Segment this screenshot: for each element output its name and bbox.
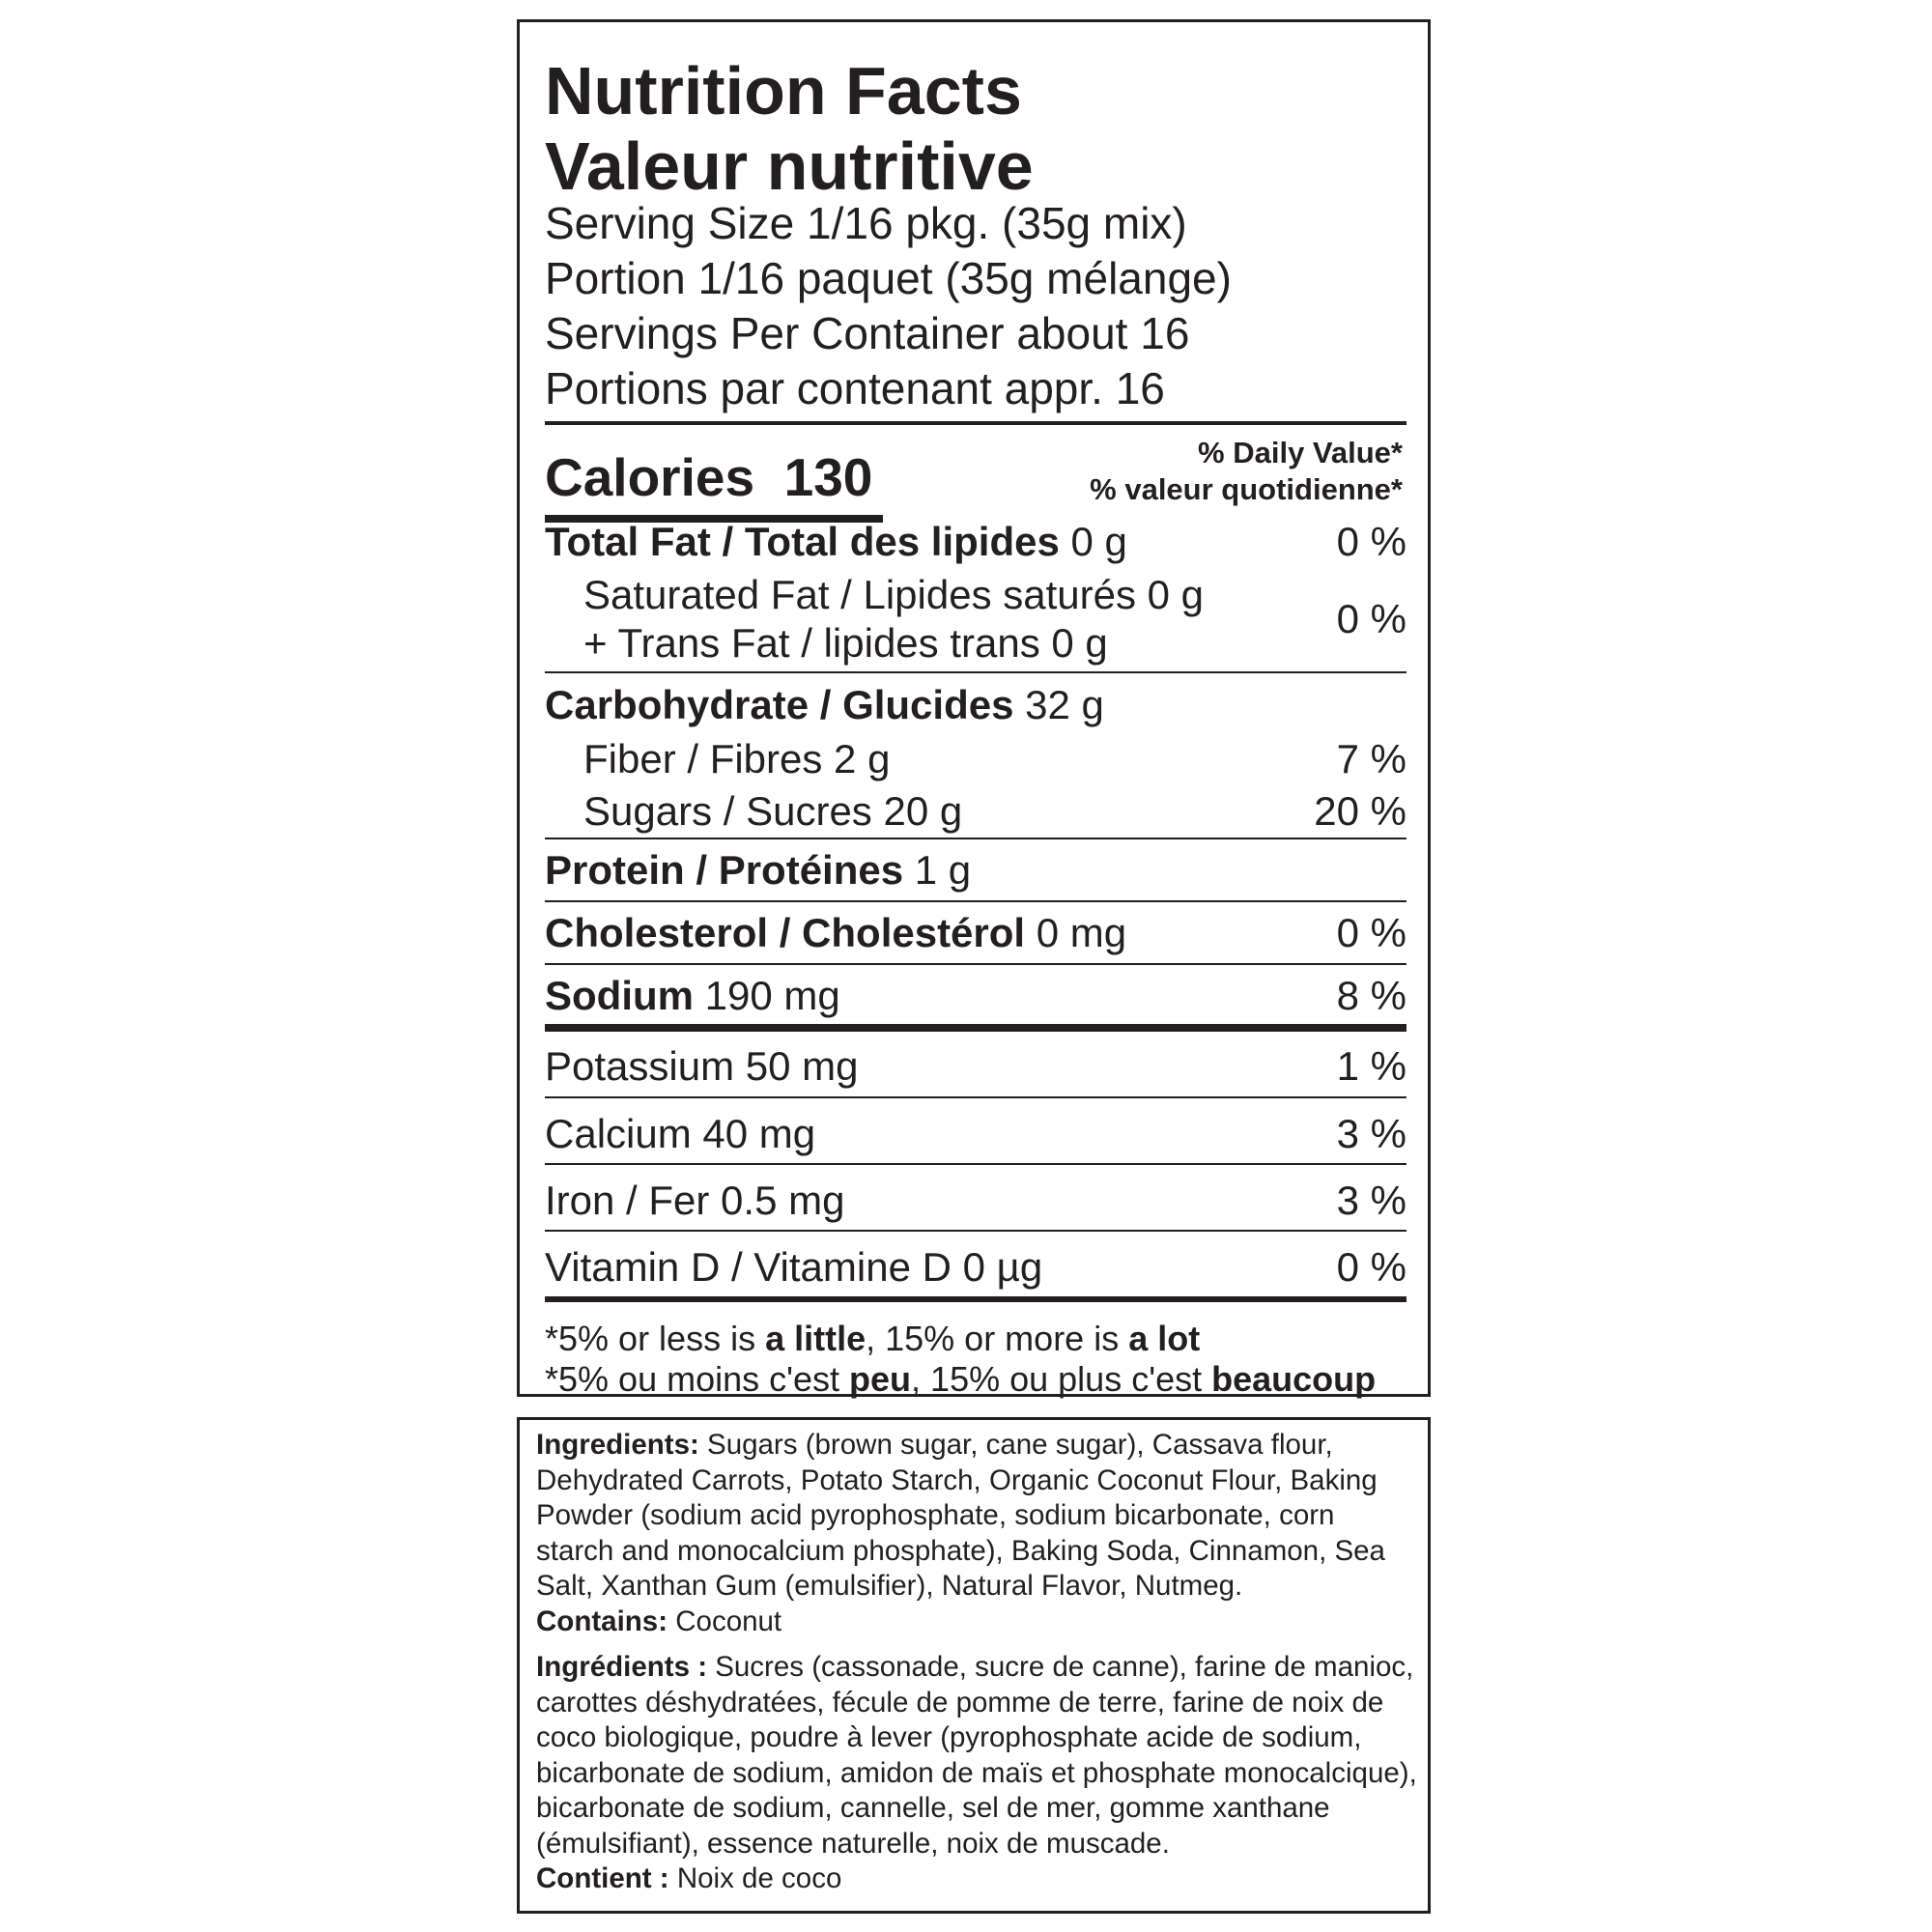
iron-label: Iron / Fer 0.5 mg: [545, 1178, 845, 1223]
potassium-pct: 1 %: [1336, 1043, 1406, 1089]
serving-size-fr: Portion 1/16 paquet (35g mélange): [545, 253, 1232, 303]
divider: [545, 900, 1406, 902]
ingredients-en-list: [536, 1428, 1418, 1605]
calories-label: Calories: [545, 447, 755, 507]
contains-en-text: Coconut: [668, 1605, 782, 1637]
cholesterol-label: Cholesterol / Cholestérol: [545, 910, 1026, 955]
footnote-en: *5% or less is a little, 15% or more is a lot: [545, 1319, 1201, 1358]
daily-value-en: % Daily Value*: [1198, 436, 1403, 469]
divider: [545, 838, 1406, 839]
nutrition-facts-panel: [517, 19, 1431, 1397]
ingredients-fr-text: Sucres (cassonade, sucre de canne), farine de manioc, carottes déshydratées, fécule de pomme de terre, farine de noix de coco biologique, poudre à lever (pyrophosphate acide de sodium, bicarbonate de sodium, amidon de maïs et phosphate monocalcique), bicarbonate de sodium, cannelle, sel de mer, gomme xanthane (émulsifiant), essence naturelle, noix de muscade.: [536, 1651, 1417, 1860]
daily-value-fr: % valeur quotidienne*: [1090, 472, 1403, 506]
ingredients-en-text: Sugars (brown sugar, cane sugar), Cassava flour, Dehydrated Carrots, Potato Starch, Organic Coconut Flour, Baking Powder (sodium acid pyrophosphate, sodium bicarbonate, corn starch and monocalcium phosphate), Baking Soda, Cinnamon, Sea Salt, Xanthan Gum (emulsifier), Natural Flavor, Nutmeg.: [536, 1429, 1385, 1602]
calories: [545, 447, 873, 507]
saturated-fat-label: Saturated Fat / Lipides saturés 0 g: [583, 572, 1205, 617]
iron-pct: 3 %: [1336, 1178, 1406, 1223]
divider: [545, 671, 1406, 673]
potassium-label: Potassium 50 mg: [545, 1043, 859, 1089]
sugars-pct: 20 %: [1314, 788, 1406, 834]
contains-fr-label: Contient :: [536, 1862, 669, 1894]
fiber-label: Fiber / Fibres 2 g: [583, 736, 891, 781]
divider: [545, 1096, 1406, 1098]
contains-fr-text: Noix de coco: [668, 1862, 842, 1894]
sugars-label: Sugars / Sucres 20 g: [583, 788, 963, 834]
ingredients-fr-label: Ingrédients :: [536, 1651, 708, 1683]
footnote-fr: *5% ou moins c'est peu, 15% ou plus c'est beaucoup: [545, 1359, 1377, 1399]
thick-divider: [545, 1296, 1406, 1302]
sodium-label: Sodium: [545, 973, 694, 1018]
title-en: Nutrition Facts: [545, 53, 1022, 128]
sodium-pct: 8 %: [1336, 973, 1406, 1018]
calories-value: 130: [783, 447, 873, 507]
ingredients-panel: [517, 1417, 1431, 1914]
total-fat-label: Total Fat / Total des lipides: [545, 519, 1060, 564]
protein-label: Protein / Protéines: [545, 847, 904, 893]
servings-per-container-fr: Portions par contenant appr. 16: [545, 363, 1165, 413]
calcium-label: Calcium 40 mg: [545, 1111, 816, 1156]
divider: [545, 1230, 1406, 1232]
divider: [545, 1163, 1406, 1165]
contains-fr: [536, 1861, 1418, 1897]
trans-fat-label: + Trans Fat / lipides trans 0 g: [583, 620, 1108, 666]
ingredients-fr-list: [536, 1650, 1418, 1861]
vitamin-d-pct: 0 %: [1336, 1244, 1406, 1290]
servings-per-container-en: Servings Per Container about 16: [545, 308, 1190, 358]
divider: [545, 963, 1406, 965]
fiber-pct: 7 %: [1336, 736, 1406, 781]
title-fr: Valeur nutritive: [545, 128, 1034, 204]
ingredients-en: [536, 1428, 1418, 1639]
thick-divider: [545, 1024, 1406, 1032]
ingredients-en-label: Ingredients:: [536, 1429, 699, 1461]
total-fat-amount: 0 g: [1070, 519, 1127, 564]
divider: [545, 421, 1406, 425]
total-fat-pct: 0 %: [1336, 519, 1406, 564]
calcium-pct: 3 %: [1336, 1111, 1406, 1156]
contains-en-label: Contains:: [536, 1605, 668, 1637]
sodium-amount: 190 mg: [704, 973, 840, 1018]
carbohydrate-label: Carbohydrate / Glucides: [545, 682, 1014, 727]
carbohydrate-amount: 32 g: [1025, 682, 1104, 727]
vitamin-d-label: Vitamin D / Vitamine D 0 µg: [545, 1244, 1043, 1290]
contains-en: [536, 1605, 1418, 1640]
serving-size-en: Serving Size 1/16 pkg. (35g mix): [545, 198, 1187, 248]
protein-amount: 1 g: [914, 847, 972, 893]
ingredients-fr: [536, 1650, 1418, 1897]
sat-trans-fat-pct: 0 %: [1336, 596, 1406, 641]
cholesterol-amount: 0 mg: [1036, 910, 1127, 955]
cholesterol-pct: 0 %: [1336, 910, 1406, 955]
